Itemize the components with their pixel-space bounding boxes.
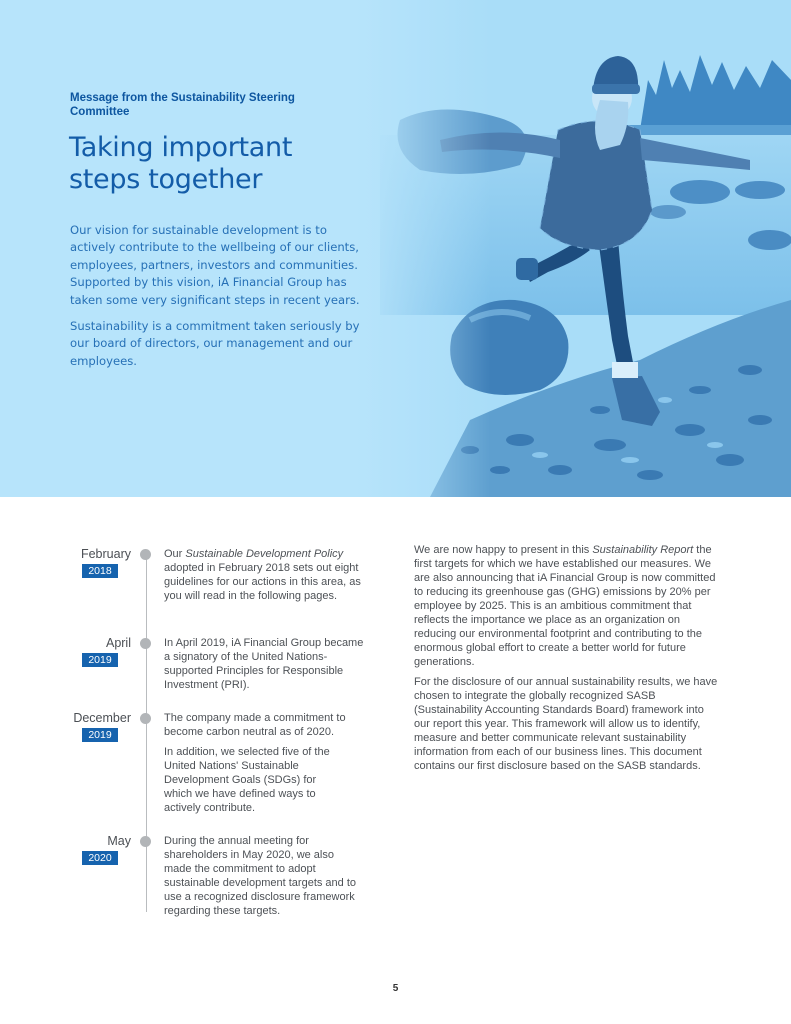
timeline-dot: [140, 638, 151, 649]
intro-text: [70, 222, 370, 379]
report-title: Sustainability Report: [592, 544, 694, 556]
timeline-year-badge: 2019: [82, 728, 118, 742]
section-kicker: Message from the Sustainability Steering Committee: [70, 92, 295, 118]
timeline: [0, 540, 380, 930]
timeline-paragraph: In April 2019, iA Financial Group became a signatory of the United Nations-supported Principles for Responsible Investment (PRI).: [164, 637, 364, 691]
timeline-paragraph: During the annual meeting for shareholders in May 2020, we also made the commitment to adopt sustainable development targets and to use a recognized disclosure framework regarding these targets.: [164, 835, 357, 917]
timeline-month: December: [73, 711, 131, 725]
timeline-year-badge: 2018: [82, 564, 118, 578]
page-number: 5: [392, 983, 399, 994]
timeline-month: April: [105, 636, 131, 650]
text-run: adopted in February 2018 sets out eight guidelines for our actions in this area, as you will read in the following pages.: [164, 562, 361, 602]
intro-paragraph: Sustainability is a commitment taken seriously by our board of directors, our management and our employees.: [70, 319, 360, 368]
text-run: Our: [164, 548, 186, 560]
text-run: We are now happy to present in this: [414, 544, 593, 556]
timeline-paragraph: In addition, we selected five of the United Nations' Sustainable Development Goals (SDGs) for which we have defined ways to actively contribute.: [164, 746, 330, 814]
text-run: the first targets for which we have established our measures. We are also announcing that iA Financial Group is now committed to reducing its greenhouse gas (GHG) emissions by 20% per employee by 2025. This is an ambitious commitment that reflects the importance we place as an organization on reducing our environmental footprint and contributing to the enormous global effort to create a better world for future generations.: [414, 544, 716, 668]
intro-paragraph: Our vision for sustainable development is to actively contribute to the wellbeing of our clients, employees, partners, investors and communities. Supported by this vision, iA Financial Group has taken some very significant steps in recent years.: [70, 223, 360, 307]
page-title: Taking important steps together: [69, 132, 293, 195]
hero-section: [0, 0, 791, 497]
timeline-year-badge: 2020: [82, 851, 118, 865]
timeline-paragraph: The company made a commitment to become carbon neutral as of 2020.: [164, 712, 346, 738]
timeline-month: May: [107, 834, 131, 848]
timeline-month: February: [80, 547, 131, 561]
timeline-dot: [140, 549, 151, 560]
right-column-text: [414, 543, 719, 779]
timeline-line: [146, 550, 147, 912]
timeline-year-badge: 2019: [82, 653, 118, 667]
timeline-dot: [140, 713, 151, 724]
timeline-text: [164, 834, 364, 924]
timeline-dot: [140, 836, 151, 847]
timeline-text: [164, 547, 364, 609]
timeline-text: [164, 711, 364, 821]
timeline-text: [164, 636, 364, 698]
policy-title: Sustainable Development Policy: [185, 548, 344, 560]
right-paragraph: For the disclosure of our annual sustainability results, we have chosen to integrate the globally recognized SASB (Sustainability Accounting Standards Board) framework into our report this year. This framework will allow us to identify, measure and better communicate relevant sustainability information from each of our business lines. This document contains our first disclosure based on the SASB standards.: [414, 676, 718, 772]
